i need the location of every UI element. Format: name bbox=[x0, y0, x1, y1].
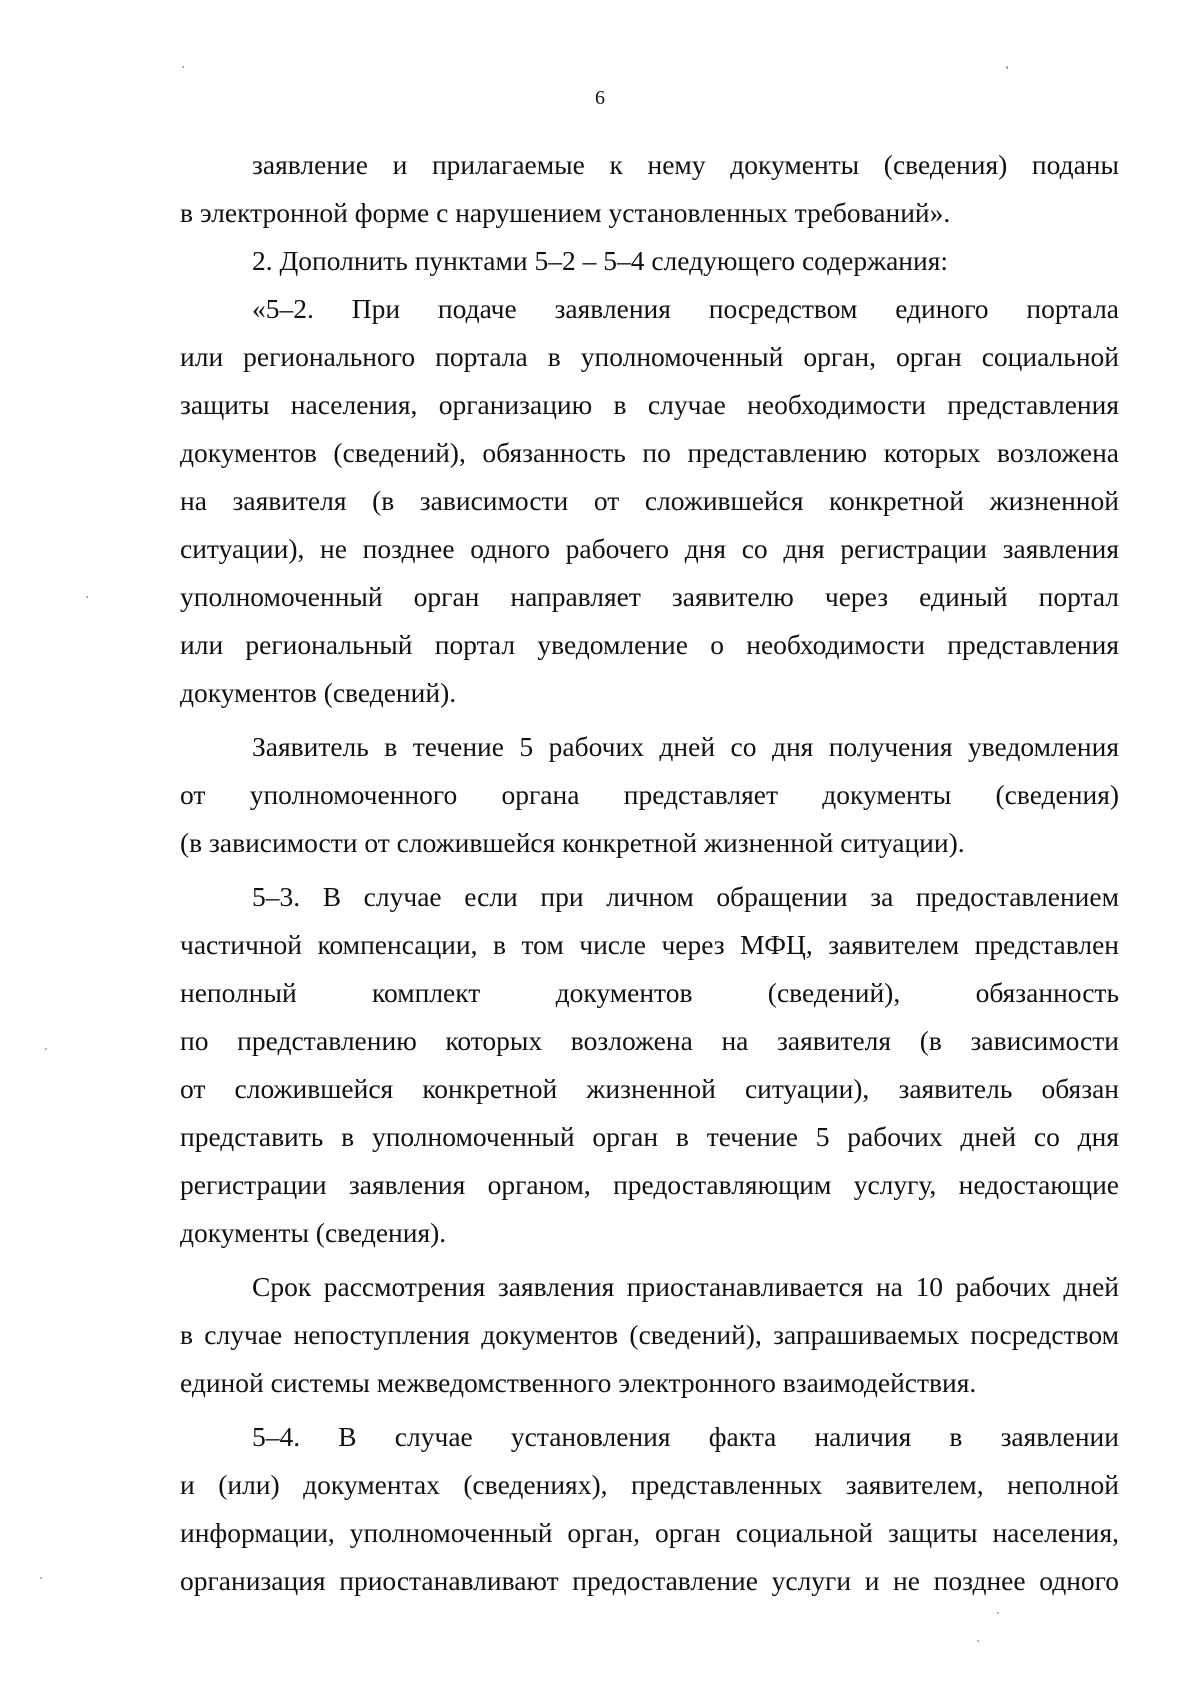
scan-speck bbox=[45, 1048, 47, 1050]
text-line: заявление и прилагаемые к нему документы (сведения) поданы bbox=[252, 149, 1119, 180]
text-line: 5–4. В случае установления факта наличия в заявлении bbox=[252, 1421, 1119, 1452]
page-number: 6 bbox=[595, 87, 605, 109]
scan-speck bbox=[997, 1612, 999, 1614]
scan-speck bbox=[977, 1640, 979, 1642]
text-line: от уполномоченного органа представляет документы (сведения) bbox=[180, 779, 1119, 810]
text-line: 2. Дополнить пунктами 5–2 – 5–4 следующего содержания: bbox=[252, 245, 949, 276]
scan-speck bbox=[40, 1577, 42, 1579]
text-line: на заявителя (в зависимости от сложившейся конкретной жизненной bbox=[180, 485, 1119, 516]
scan-speck bbox=[1006, 66, 1008, 69]
text-line: по представлению которых возложена на заявителя (в зависимости bbox=[180, 1025, 1119, 1056]
text-line: защиты населения, организацию в случае необходимости представления bbox=[180, 389, 1119, 420]
text-line: в случае непоступления документов (сведений), запрашиваемых посредством bbox=[180, 1319, 1119, 1350]
text-line: представить в уполномоченный орган в течение 5 рабочих дней со дня bbox=[180, 1121, 1119, 1152]
text-line: 5–3. В случае если при личном обращении за предоставлением bbox=[252, 881, 1119, 912]
text-line: ситуации), не позднее одного рабочего дня со дня регистрации заявления bbox=[180, 533, 1119, 564]
text-line: от сложившейся конкретной жизненной ситуации), заявитель обязан bbox=[180, 1073, 1119, 1104]
text-line: и (или) документах (сведениях), представленных заявителем, неполной bbox=[180, 1469, 1119, 1500]
text-line: регистрации заявления органом, предоставляющим услугу, недостающие bbox=[180, 1169, 1119, 1200]
text-line: единой системы межведомственного электронного взаимодействия. bbox=[180, 1367, 977, 1398]
text-line: неполный комплект документов (сведений), обязанность bbox=[180, 977, 1119, 1008]
text-line: (в зависимости от сложившейся конкретной жизненной ситуации). bbox=[180, 827, 965, 858]
text-line: или регионального портала в уполномоченный орган, орган социальной bbox=[180, 341, 1119, 372]
text-line: уполномоченный орган направляет заявителю через единый портал bbox=[180, 581, 1119, 612]
text-line: Заявитель в течение 5 рабочих дней со дня получения уведомления bbox=[252, 731, 1119, 762]
text-line: «5–2. При подаче заявления посредством единого портала bbox=[252, 293, 1119, 324]
text-line: документы (сведения). bbox=[180, 1217, 447, 1248]
text-line: информации, уполномоченный орган, орган социальной защиты населения, bbox=[180, 1517, 1119, 1548]
text-line: организация приостанавливают предоставление услуги и не позднее одного bbox=[180, 1565, 1119, 1596]
text-line: в электронной форме с нарушением установленных требований». bbox=[180, 197, 951, 228]
text-line: Срок рассмотрения заявления приостанавливается на 10 рабочих дней bbox=[252, 1271, 1119, 1302]
document-body bbox=[180, 141, 1119, 1605]
text-line: или региональный портал уведомление о необходимости представления bbox=[180, 629, 1119, 660]
text-line: частичной компенсации, в том числе через МФЦ, заявителем представлен bbox=[180, 929, 1119, 960]
text-line: документов (сведений), обязанность по представлению которых возложена bbox=[180, 437, 1119, 468]
scan-speck bbox=[86, 596, 88, 598]
text-line: документов (сведений). bbox=[180, 677, 457, 708]
scan-speck bbox=[182, 66, 184, 68]
